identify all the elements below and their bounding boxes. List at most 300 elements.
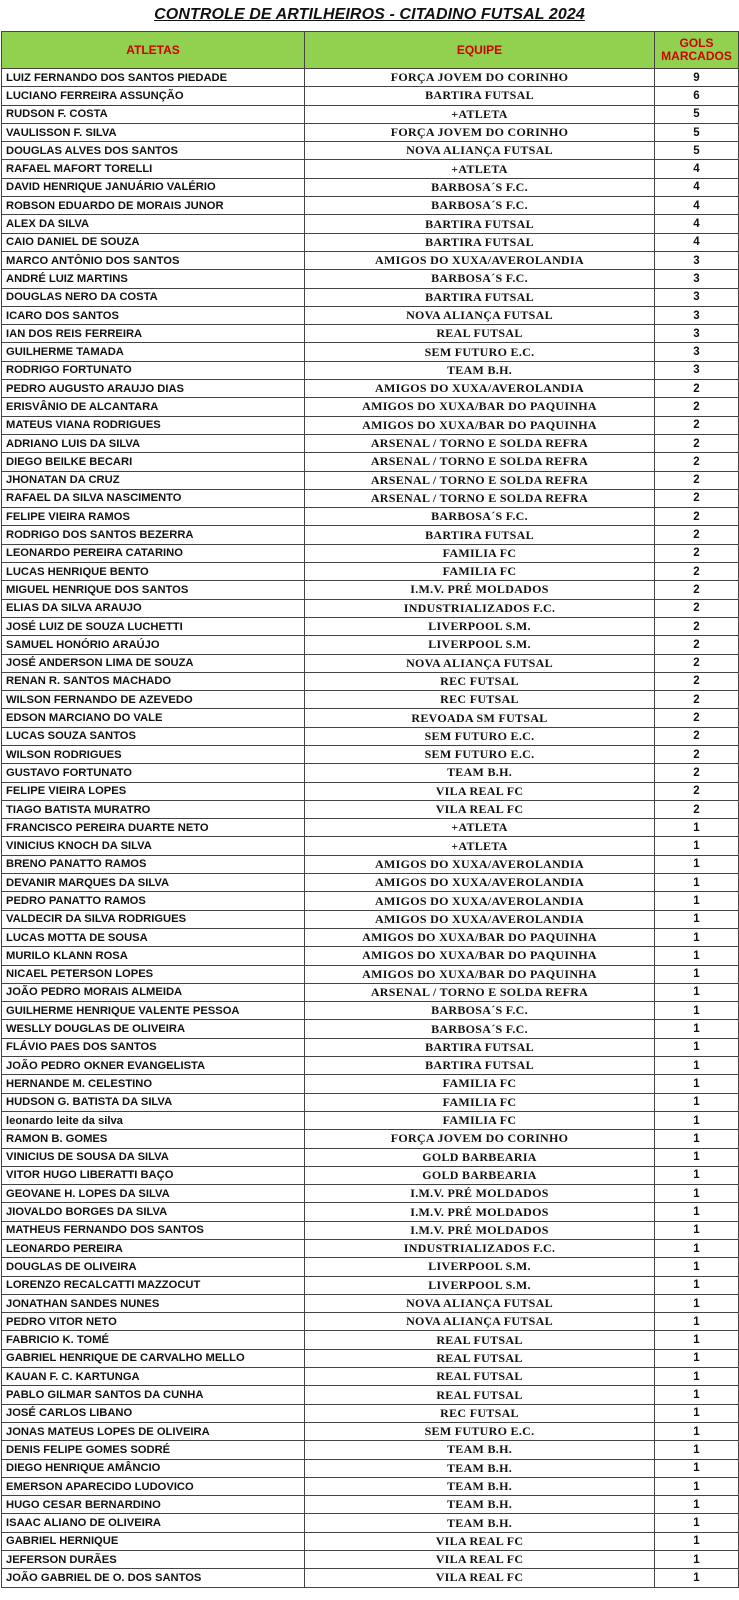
goals-count: 5 (655, 123, 739, 141)
team-name: AMIGOS DO XUXA/AVEROLANDIA (305, 855, 655, 873)
team-name: BARBOSA´S F.C. (305, 1020, 655, 1038)
athlete-name: HUDSON G. BATISTA DA SILVA (2, 1093, 305, 1111)
table-row (2, 1386, 739, 1404)
goals-count: 2 (655, 636, 739, 654)
table-row (2, 983, 739, 1001)
team-name: BARTIRA FUTSAL (305, 288, 655, 306)
athlete-name: VAULISSON F. SILVA (2, 123, 305, 141)
goals-count: 3 (655, 251, 739, 269)
table-row (2, 1441, 739, 1459)
goals-count: 1 (655, 1148, 739, 1166)
goals-count: 1 (655, 1111, 739, 1129)
athlete-name: MIGUEL HENRIQUE DOS SANTOS (2, 581, 305, 599)
table-row (2, 691, 739, 709)
table-row (2, 544, 739, 562)
team-name: LIVERPOOL S.M. (305, 1276, 655, 1294)
athlete-name: NICAEL PETERSON LOPES (2, 965, 305, 983)
team-name: AMIGOS DO XUXA/BAR DO PAQUINHA (305, 416, 655, 434)
table-row (2, 1240, 739, 1258)
team-name: +ATLETA (305, 105, 655, 123)
goals-count: 2 (655, 800, 739, 818)
goals-count: 1 (655, 1038, 739, 1056)
table-row (2, 1093, 739, 1111)
athlete-name: VALDECIR DA SILVA RODRIGUES (2, 910, 305, 928)
team-name: TEAM B.H. (305, 1496, 655, 1514)
team-name: GOLD BARBEARIA (305, 1166, 655, 1184)
team-name: I.M.V. PRÉ MOLDADOS (305, 1203, 655, 1221)
team-name: FORÇA JOVEM DO CORINHO (305, 1130, 655, 1148)
team-name: VILA REAL FC (305, 1569, 655, 1587)
team-name: BARTIRA FUTSAL (305, 1038, 655, 1056)
table-row (2, 874, 739, 892)
goals-count: 1 (655, 1496, 739, 1514)
team-name: REC FUTSAL (305, 691, 655, 709)
team-name: LIVERPOOL S.M. (305, 636, 655, 654)
goals-count: 2 (655, 398, 739, 416)
team-name: NOVA ALIANÇA FUTSAL (305, 1313, 655, 1331)
goals-count: 1 (655, 983, 739, 1001)
table-row (2, 892, 739, 910)
team-name: BARTIRA FUTSAL (305, 233, 655, 251)
athlete-name: FELIPE VIEIRA RAMOS (2, 508, 305, 526)
table-row (2, 1331, 739, 1349)
table-row (2, 251, 739, 269)
athlete-name: ICARO DOS SANTOS (2, 306, 305, 324)
team-name: TEAM B.H. (305, 361, 655, 379)
goals-count: 2 (655, 581, 739, 599)
table-row (2, 69, 739, 87)
table-row (2, 928, 739, 946)
athlete-name: GUILHERME HENRIQUE VALENTE PESSOA (2, 1002, 305, 1020)
goals-count: 1 (655, 1130, 739, 1148)
table-row (2, 1459, 739, 1477)
athlete-name: VINICIUS DE SOUSA DA SILVA (2, 1148, 305, 1166)
athlete-name: JOÃO PEDRO MORAIS ALMEIDA (2, 983, 305, 1001)
team-name: FAMILIA FC (305, 1075, 655, 1093)
team-name: BARTIRA FUTSAL (305, 1057, 655, 1075)
goals-count: 1 (655, 1203, 739, 1221)
athlete-name: RODRIGO FORTUNATO (2, 361, 305, 379)
athlete-name: DOUGLAS NERO DA COSTA (2, 288, 305, 306)
goals-count: 1 (655, 874, 739, 892)
table-row (2, 1166, 739, 1184)
athlete-name: JOSÉ LUIZ DE SOUZA LUCHETTI (2, 617, 305, 635)
goals-count: 1 (655, 1166, 739, 1184)
goals-count: 2 (655, 471, 739, 489)
team-name: AMIGOS DO XUXA/BAR DO PAQUINHA (305, 398, 655, 416)
team-name: GOLD BARBEARIA (305, 1148, 655, 1166)
table-row (2, 105, 739, 123)
table-row (2, 270, 739, 288)
table-row (2, 819, 739, 837)
table-row (2, 288, 739, 306)
athlete-name: PABLO GILMAR SANTOS DA CUNHA (2, 1386, 305, 1404)
table-row (2, 745, 739, 763)
table-row (2, 800, 739, 818)
goals-header-line2: MARCADOS (661, 49, 732, 63)
athlete-name: EMERSON APARECIDO LUDOVICO (2, 1477, 305, 1495)
goals-count: 1 (655, 1459, 739, 1477)
goals-count: 2 (655, 599, 739, 617)
table-row (2, 434, 739, 452)
goals-count: 1 (655, 1551, 739, 1569)
team-name: FORÇA JOVEM DO CORINHO (305, 69, 655, 87)
athlete-name: DOUGLAS ALVES DOS SANTOS (2, 142, 305, 160)
team-name: BARBOSA´S F.C. (305, 1002, 655, 1020)
athlete-name: DIEGO BEILKE BECARI (2, 453, 305, 471)
goals-count: 4 (655, 197, 739, 215)
table-row (2, 1514, 739, 1532)
team-name: REAL FUTSAL (305, 1349, 655, 1367)
goals-count: 1 (655, 1258, 739, 1276)
table-row (2, 727, 739, 745)
table-row (2, 233, 739, 251)
athlete-name: JOÃO PEDRO OKNER EVANGELISTA (2, 1057, 305, 1075)
athlete-name: JOSÉ ANDERSON LIMA DE SOUZA (2, 654, 305, 672)
goals-count: 4 (655, 178, 739, 196)
athlete-name: ROBSON EDUARDO DE MORAIS JUNOR (2, 197, 305, 215)
goals-count: 2 (655, 782, 739, 800)
team-name: AMIGOS DO XUXA/AVEROLANDIA (305, 892, 655, 910)
team-name: NOVA ALIANÇA FUTSAL (305, 142, 655, 160)
athlete-name: VITOR HUGO LIBERATTI BAÇO (2, 1166, 305, 1184)
goals-count: 1 (655, 1477, 739, 1495)
athlete-name: RUDSON F. COSTA (2, 105, 305, 123)
table-row (2, 1569, 739, 1587)
table-row (2, 947, 739, 965)
goals-count: 1 (655, 1240, 739, 1258)
title-bar (0, 0, 739, 30)
goals-count: 1 (655, 1093, 739, 1111)
goals-count: 1 (655, 1514, 739, 1532)
athlete-name: LUCIANO FERREIRA ASSUNÇÃO (2, 87, 305, 105)
goals-count: 1 (655, 910, 739, 928)
athlete-name: HERNANDE M. CELESTINO (2, 1075, 305, 1093)
team-name: NOVA ALIANÇA FUTSAL (305, 654, 655, 672)
table-row (2, 837, 739, 855)
table-row (2, 325, 739, 343)
goals-count: 4 (655, 233, 739, 251)
table-row (2, 1368, 739, 1386)
team-name: VILA REAL FC (305, 800, 655, 818)
athlete-name: BRENO PANATTO RAMOS (2, 855, 305, 873)
goals-count: 2 (655, 434, 739, 452)
athlete-name: GUSTAVO FORTUNATO (2, 764, 305, 782)
athlete-name: GUILHERME TAMADA (2, 343, 305, 361)
athlete-name: DOUGLAS DE OLIVEIRA (2, 1258, 305, 1276)
athlete-name: IAN DOS REIS FERREIRA (2, 325, 305, 343)
athlete-name: JEFERSON DURÃES (2, 1551, 305, 1569)
goals-count: 3 (655, 325, 739, 343)
table-row (2, 1185, 739, 1203)
athlete-name: ADRIANO LUIS DA SILVA (2, 434, 305, 452)
table-row (2, 471, 739, 489)
goals-count: 1 (655, 837, 739, 855)
goals-count: 1 (655, 1422, 739, 1440)
table-row (2, 343, 739, 361)
team-name: +ATLETA (305, 837, 655, 855)
table-row (2, 306, 739, 324)
team-name: BARBOSA´S F.C. (305, 178, 655, 196)
athlete-name: SAMUEL HONÓRIO ARAÚJO (2, 636, 305, 654)
goals-count: 3 (655, 343, 739, 361)
team-name: I.M.V. PRÉ MOLDADOS (305, 1185, 655, 1203)
table-row (2, 123, 739, 141)
athlete-name: PEDRO AUGUSTO ARAUJO DIAS (2, 380, 305, 398)
team-name: BARBOSA´S F.C. (305, 197, 655, 215)
team-name: I.M.V. PRÉ MOLDADOS (305, 581, 655, 599)
team-name: INDUSTRIALIZADOS F.C. (305, 599, 655, 617)
goals-count: 1 (655, 1185, 739, 1203)
athlete-name: PEDRO VITOR NETO (2, 1313, 305, 1331)
team-name: AMIGOS DO XUXA/BAR DO PAQUINHA (305, 965, 655, 983)
table-row (2, 1075, 739, 1093)
table-row (2, 1038, 739, 1056)
team-name: SEM FUTURO E.C. (305, 727, 655, 745)
athlete-name: EDSON MARCIANO DO VALE (2, 709, 305, 727)
team-name: SEM FUTURO E.C. (305, 1422, 655, 1440)
table-row (2, 636, 739, 654)
athlete-name: DEVANIR MARQUES DA SILVA (2, 874, 305, 892)
team-name: NOVA ALIANÇA FUTSAL (305, 1294, 655, 1312)
athlete-name: ISAAC ALIANO DE OLIVEIRA (2, 1514, 305, 1532)
table-row (2, 197, 739, 215)
athlete-name: LUIZ FERNANDO DOS SANTOS PIEDADE (2, 69, 305, 87)
scorers-table (1, 31, 739, 1588)
athlete-name: FLÁVIO PAES DOS SANTOS (2, 1038, 305, 1056)
table-row (2, 1221, 739, 1239)
table-row (2, 581, 739, 599)
team-name: REC FUTSAL (305, 672, 655, 690)
team-name: TEAM B.H. (305, 764, 655, 782)
team-name: VILA REAL FC (305, 782, 655, 800)
team-name: ARSENAL / TORNO E SOLDA REFRA (305, 471, 655, 489)
goals-count: 1 (655, 928, 739, 946)
athlete-name: MARCO ANTÔNIO DOS SANTOS (2, 251, 305, 269)
athlete-name: GABRIEL HERNIQUE (2, 1532, 305, 1550)
athlete-name: JOÃO GABRIEL DE O. DOS SANTOS (2, 1569, 305, 1587)
athlete-name: CAIO DANIEL DE SOUZA (2, 233, 305, 251)
goals-count: 1 (655, 1020, 739, 1038)
athlete-name: ELIAS DA SILVA ARAUJO (2, 599, 305, 617)
athlete-name: RAMON B. GOMES (2, 1130, 305, 1148)
goals-count: 2 (655, 544, 739, 562)
team-name: BARTIRA FUTSAL (305, 215, 655, 233)
table-body (2, 69, 739, 1588)
table-row (2, 1349, 739, 1367)
team-name: FAMILIA FC (305, 1093, 655, 1111)
table-row (2, 1294, 739, 1312)
goals-count: 2 (655, 563, 739, 581)
athlete-name: FABRICIO K. TOMÉ (2, 1331, 305, 1349)
athlete-name: PEDRO PANATTO RAMOS (2, 892, 305, 910)
table-row (2, 1313, 739, 1331)
goals-count: 2 (655, 416, 739, 434)
team-name: ARSENAL / TORNO E SOLDA REFRA (305, 434, 655, 452)
goals-count: 1 (655, 1404, 739, 1422)
table-row (2, 1020, 739, 1038)
athlete-name: DIEGO HENRIQUE AMÂNCIO (2, 1459, 305, 1477)
table-row (2, 380, 739, 398)
team-name: AMIGOS DO XUXA/AVEROLANDIA (305, 874, 655, 892)
team-name: I.M.V. PRÉ MOLDADOS (305, 1221, 655, 1239)
athlete-name: LEONARDO PEREIRA (2, 1240, 305, 1258)
team-name: AMIGOS DO XUXA/BAR DO PAQUINHA (305, 947, 655, 965)
goals-count: 1 (655, 1349, 739, 1367)
goals-count: 2 (655, 745, 739, 763)
goals-count: 1 (655, 819, 739, 837)
table-row (2, 508, 739, 526)
page-title: CONTROLE DE ARTILHEIROS - CITADINO FUTSAL 2024 (154, 6, 585, 23)
athlete-name: RAFAEL DA SILVA NASCIMENTO (2, 489, 305, 507)
athlete-name: JOSÉ CARLOS LIBANO (2, 1404, 305, 1422)
team-name: FAMILIA FC (305, 1111, 655, 1129)
athlete-name: LORENZO RECALCATTI MAZZOCUT (2, 1276, 305, 1294)
athlete-name: DENIS FELIPE GOMES SODRÉ (2, 1441, 305, 1459)
table-row (2, 654, 739, 672)
goals-count: 1 (655, 892, 739, 910)
team-name: FAMILIA FC (305, 544, 655, 562)
table-row (2, 965, 739, 983)
goals-count: 3 (655, 270, 739, 288)
team-name: FAMILIA FC (305, 563, 655, 581)
goals-count: 5 (655, 142, 739, 160)
athlete-name: RAFAEL MAFORT TORELLI (2, 160, 305, 178)
table-row (2, 855, 739, 873)
goals-count: 2 (655, 453, 739, 471)
athlete-name: ERISVÂNIO DE ALCANTARA (2, 398, 305, 416)
goals-count: 9 (655, 69, 739, 87)
athlete-name: DAVID HENRIQUE JANUÁRIO VALÉRIO (2, 178, 305, 196)
goals-count: 4 (655, 215, 739, 233)
team-name: +ATLETA (305, 819, 655, 837)
table-row (2, 782, 739, 800)
team-name: AMIGOS DO XUXA/AVEROLANDIA (305, 380, 655, 398)
team-name: LIVERPOOL S.M. (305, 1258, 655, 1276)
team-name: TEAM B.H. (305, 1459, 655, 1477)
athlete-name: GABRIEL HENRIQUE DE CARVALHO MELLO (2, 1349, 305, 1367)
team-name: ARSENAL / TORNO E SOLDA REFRA (305, 489, 655, 507)
athlete-name: KAUAN F. C. KARTUNGA (2, 1368, 305, 1386)
goals-count: 2 (655, 727, 739, 745)
column-header-team: EQUIPE (305, 32, 655, 69)
team-name: AMIGOS DO XUXA/AVEROLANDIA (305, 910, 655, 928)
goals-count: 1 (655, 1002, 739, 1020)
table-row (2, 1111, 739, 1129)
goals-count: 1 (655, 1221, 739, 1239)
goals-count: 1 (655, 947, 739, 965)
header-row (2, 32, 739, 69)
table-row (2, 1002, 739, 1020)
team-name: BARTIRA FUTSAL (305, 87, 655, 105)
table-row (2, 1477, 739, 1495)
table-row (2, 1148, 739, 1166)
team-name: SEM FUTURO E.C. (305, 745, 655, 763)
goals-count: 3 (655, 306, 739, 324)
athlete-name: VINICIUS KNOCH DA SILVA (2, 837, 305, 855)
table-row (2, 215, 739, 233)
table-row (2, 1496, 739, 1514)
team-name: TEAM B.H. (305, 1441, 655, 1459)
table-row (2, 526, 739, 544)
table-row (2, 599, 739, 617)
table-row (2, 142, 739, 160)
goals-count: 1 (655, 1368, 739, 1386)
athlete-name: ALEX DA SILVA (2, 215, 305, 233)
team-name: +ATLETA (305, 160, 655, 178)
table-row (2, 453, 739, 471)
athlete-name: WILSON FERNANDO DE AZEVEDO (2, 691, 305, 709)
goals-count: 2 (655, 508, 739, 526)
goals-count: 1 (655, 1276, 739, 1294)
athlete-name: RODRIGO DOS SANTOS BEZERRA (2, 526, 305, 544)
goals-count: 1 (655, 855, 739, 873)
athlete-name: JHONATAN DA CRUZ (2, 471, 305, 489)
athlete-name: RENAN R. SANTOS MACHADO (2, 672, 305, 690)
table-row (2, 563, 739, 581)
goals-count: 1 (655, 1441, 739, 1459)
athlete-name: FRANCISCO PEREIRA DUARTE NETO (2, 819, 305, 837)
athlete-name: MATEUS VIANA RODRIGUES (2, 416, 305, 434)
table-row (2, 1404, 739, 1422)
team-name: LIVERPOOL S.M. (305, 617, 655, 635)
goals-count: 5 (655, 105, 739, 123)
table-row (2, 1422, 739, 1440)
table-row (2, 1276, 739, 1294)
table-row (2, 398, 739, 416)
team-name: FORÇA JOVEM DO CORINHO (305, 123, 655, 141)
table-row (2, 1532, 739, 1550)
athlete-name: WESLLY DOUGLAS DE OLIVEIRA (2, 1020, 305, 1038)
team-name: ARSENAL / TORNO E SOLDA REFRA (305, 453, 655, 471)
athlete-name: LUCAS MOTTA DE SOUSA (2, 928, 305, 946)
goals-count: 2 (655, 672, 739, 690)
goals-count: 1 (655, 1386, 739, 1404)
goals-count: 1 (655, 1532, 739, 1550)
table-row (2, 709, 739, 727)
table-row (2, 416, 739, 434)
athlete-name: FELIPE VIEIRA LOPES (2, 782, 305, 800)
goals-count: 1 (655, 1313, 739, 1331)
athlete-name: GEOVANE H. LOPES DA SILVA (2, 1185, 305, 1203)
goals-count: 2 (655, 489, 739, 507)
team-name: SEM FUTURO E.C. (305, 343, 655, 361)
team-name: REAL FUTSAL (305, 1386, 655, 1404)
table-row (2, 87, 739, 105)
athlete-name: ANDRÉ LUIZ MARTINS (2, 270, 305, 288)
table-row (2, 1551, 739, 1569)
team-name: REVOADA SM FUTSAL (305, 709, 655, 727)
team-name: REAL FUTSAL (305, 1368, 655, 1386)
table-row (2, 1203, 739, 1221)
table-row (2, 1057, 739, 1075)
goals-count: 3 (655, 361, 739, 379)
goals-count: 2 (655, 526, 739, 544)
athlete-name: HUGO CESAR BERNARDINO (2, 1496, 305, 1514)
goals-count: 2 (655, 709, 739, 727)
goals-count: 3 (655, 288, 739, 306)
column-header-athletes: ATLETAS (2, 32, 305, 69)
goals-count: 1 (655, 965, 739, 983)
team-name: VILA REAL FC (305, 1532, 655, 1550)
athlete-name: LUCAS SOUZA SANTOS (2, 727, 305, 745)
table-row (2, 1258, 739, 1276)
athlete-name: MATHEUS FERNANDO DOS SANTOS (2, 1221, 305, 1239)
team-name: NOVA ALIANÇA FUTSAL (305, 306, 655, 324)
table-row (2, 672, 739, 690)
athlete-name: LUCAS HENRIQUE BENTO (2, 563, 305, 581)
athlete-name: leonardo leite da silva (2, 1111, 305, 1129)
